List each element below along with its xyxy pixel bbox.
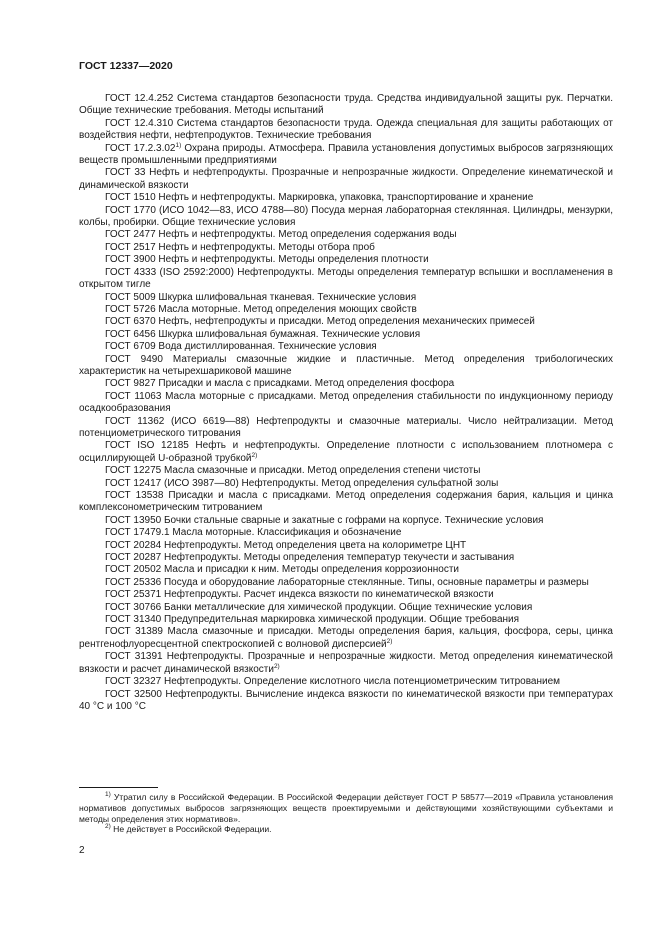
reference-item (79, 465, 613, 477)
reference-item (79, 602, 613, 614)
reference-text: ГОСТ 12275 Масла смазочные и присадки. Метод определения степени чистоты (105, 465, 481, 477)
reference-item (79, 341, 613, 353)
reference-text: ГОСТ 17479.1 Масла моторные. Классификация и обозначение (105, 527, 402, 539)
reference-text: ГОСТ 1770 (ИСО 1042—83, ИСО 4788—80) Посуда мерная лабораторная стеклянная. Цилиндры, мензурки, колбы, пробирки. Общие технические условия (79, 204, 613, 229)
reference-item (79, 676, 613, 688)
reference-item (79, 143, 613, 168)
page-number: 2 (79, 845, 85, 856)
reference-text: ГОСТ 11362 (ИСО 6619—88) Нефтепродукты и смазочные материалы. Число нейтрализации. Метод потенциометрического титрования (79, 415, 613, 439)
reference-text: ГОСТ 25336 Посуда и оборудование лабораторные стеклянные. Типы, основные параметры и размеры (105, 576, 589, 588)
reference-item (79, 316, 613, 328)
reference-text: ГОСТ 32327 Нефтепродукты. Определение кислотного числа потенциометрическим титрованием (105, 676, 561, 688)
reference-text: ГОСТ 20502 Масла и присадки к ним. Методы определения коррозионности (105, 564, 459, 576)
reference-text: ГОСТ 12.4.310 Система стандартов безопасности труда. Одежда специальная для защиты работающих от воздействия нефти, нефтепродуктов. Технические требования (79, 117, 613, 142)
reference-text: ГОСТ 3900 Нефть и нефтепродукты. Методы определения плотности (105, 254, 429, 266)
reference-text: ГОСТ 6709 Вода дистиллированная. Технические условия (105, 341, 377, 353)
reference-item (79, 292, 613, 304)
reference-item (79, 229, 613, 241)
reference-text: ГОСТ 1510 Нефть и нефтепродукты. Маркировка, упаковка, транспортирование и хранение (105, 192, 534, 204)
reference-text: ГОСТ 17.2.3.02 (105, 142, 176, 154)
footnote-marker: 2) (251, 451, 258, 459)
reference-item (79, 354, 613, 379)
reference-text: ГОСТ 32500 Нефтепродукты. Вычисление индекса вязкости по кинематической вязкости при температурах 40 °С и 100 °С (79, 688, 613, 712)
reference-item (79, 527, 613, 539)
footnote-marker: 2) (386, 637, 393, 645)
footnote-text: Утратил силу в Российской Федерации. В Российской Федерации действует ГОСТ Р 58577—2019 «Правила установления нормативов допустимых выбросов загрязняющих веществ проектируемыми и действующими хозяйствующими субъектами и методы определения этих нормативов». (79, 792, 613, 824)
reference-item (79, 416, 613, 441)
footnotes (79, 792, 613, 835)
reference-text: ГОСТ 12417 (ИСО 3987—80) Нефтепродукты. Метод определения сульфатной золы (105, 477, 499, 489)
footnote-marker: 2) (273, 662, 280, 670)
reference-text: ГОСТ 31389 Масла смазочные и присадки. Методы определения бария, кальция, фосфора, серы, цинка рентгенофлуоресцентной спектроскопией с волновой дисперсией (79, 626, 613, 650)
reference-item (79, 167, 613, 192)
reference-text: ГОСТ 9827 Присадки и масла с присадками. Метод определения фосфора (105, 378, 455, 390)
reference-item (79, 577, 613, 589)
reference-item (79, 540, 613, 552)
reference-item (79, 205, 613, 230)
footnote-divider (79, 787, 158, 788)
reference-text: ГОСТ 6456 Шкурка шлифовальная бумажная. Технические условия (105, 328, 421, 340)
reference-text: ГОСТ 9490 Материалы смазочные жидкие и пластичные. Метод определения трибологических характеристик на четырехшариковой машине (79, 353, 613, 377)
reference-text: ГОСТ 11063 Масла моторные с присадками. Метод определения стабильности по индукционному периоду осадкообразования (79, 390, 613, 415)
reference-item (79, 478, 613, 490)
reference-item (79, 254, 613, 266)
reference-item (79, 589, 613, 601)
reference-item (79, 118, 613, 143)
reference-item (79, 515, 613, 527)
reference-text: ГОСТ 20287 Нефтепродукты. Методы определения температур текучести и застывания (105, 552, 515, 564)
reference-item (79, 564, 613, 576)
reference-text: ГОСТ ISO 12185 Нефть и нефтепродукты. Определение плотности с использованием плотномера с осциллирующей U-образной трубкой (79, 440, 613, 464)
reference-item (79, 242, 613, 254)
reference-item (79, 490, 613, 515)
reference-text: ГОСТ 13538 Присадки и масла с присадками. Метод определения содержания бария, кальция и цинка комплексонометрическим титрованием (79, 490, 613, 514)
reference-item (79, 391, 613, 416)
reference-item (79, 93, 613, 118)
reference-item (79, 304, 613, 316)
footnote-item (79, 792, 613, 824)
reference-text: ГОСТ 5009 Шкурка шлифовальная тканевая. Технические условия (105, 291, 417, 303)
reference-text: ГОСТ 12.4.252 Система стандартов безопасности труда. Средства индивидуальной защиты рук. Перчатки. Общие технические требования. Методы испытаний (79, 93, 613, 117)
reference-text: ГОСТ 31340 Предупредительная маркировка химической продукции. Общие требования (105, 614, 520, 626)
reference-item (79, 267, 613, 292)
reference-item (79, 626, 613, 651)
footnote-item (79, 824, 613, 835)
normative-references-list (79, 93, 613, 713)
reference-text: ГОСТ 30766 Банки металлические для химической продукции. Общие технические условия (105, 601, 533, 613)
reference-item (79, 192, 613, 204)
reference-text: ГОСТ 2477 Нефть и нефтепродукты. Метод определения содержания воды (105, 229, 457, 241)
reference-item (79, 689, 613, 714)
reference-text: ГОСТ 20284 Нефтепродукты. Метод определения цвета на колориметре ЦНТ (105, 539, 467, 551)
reference-text: ГОСТ 31391 Нефтепродукты. Прозрачные и непрозрачные жидкости. Метод определения кинематической вязкости и расчет динамической вязкости (79, 651, 613, 675)
reference-item (79, 614, 613, 626)
reference-text: ГОСТ 2517 Нефть и нефтепродукты. Методы отбора проб (105, 241, 375, 253)
document-header: ГОСТ 12337—2020 (79, 60, 173, 72)
reference-item (79, 378, 613, 390)
reference-text: ГОСТ 5726 Масла моторные. Метод определения моющих свойств (105, 303, 417, 315)
reference-text: ГОСТ 25371 Нефтепродукты. Расчет индекса вязкости по кинематической вязкости (105, 589, 494, 601)
footnote-marker: 1) (175, 141, 182, 149)
reference-item (79, 329, 613, 341)
reference-item (79, 651, 613, 676)
reference-text: ГОСТ 6370 Нефть, нефтепродукты и присадки. Метод определения механических примесей (105, 316, 535, 328)
reference-text: ГОСТ 33 Нефть и нефтепродукты. Прозрачные и непрозрачные жидкости. Определение кинематической и динамической вязкости (79, 167, 613, 191)
footnote-text: Не действует в Российской Федерации. (110, 824, 272, 835)
reference-text: ГОСТ 4333 (ISO 2592:2000) Нефтепродукты. Методы определения температур вспышки и воспламенения в открытом тигле (79, 266, 613, 291)
footnote-mark: 2) (105, 823, 111, 831)
footnote-mark: 1) (105, 791, 111, 798)
reference-item (79, 552, 613, 564)
reference-text: ГОСТ 13950 Бочки стальные сварные и закатные с гофрами на корпусе. Технические условия (105, 514, 544, 526)
reference-item (79, 440, 613, 465)
reference-text-tail: Охрана природы. Атмосфера. Правила установления допустимых выбросов загрязняющих веществ промышленными предприятиями (79, 142, 613, 167)
